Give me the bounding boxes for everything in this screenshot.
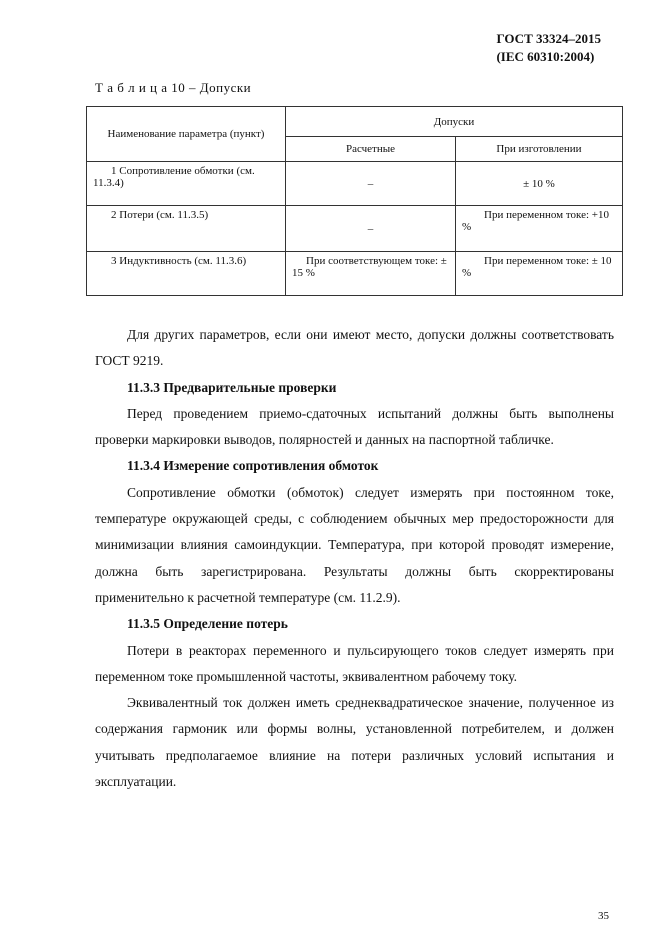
cell-calc: – [286, 162, 456, 206]
cell-param: 2 Потери (см. 11.3.5) [87, 206, 286, 252]
cell-calc: При соответствующем токе: ± 15 % [286, 252, 456, 296]
standard-iec-ref: (IEC 60310:2004) [496, 49, 595, 64]
paragraph: Для других параметров, если они имеют место, допуски должны соответствовать ГОСТ 9219. [95, 327, 614, 369]
table-row [87, 206, 623, 252]
header-mfg: При изготовлении [456, 137, 623, 162]
standard-number: ГОСТ 33324–2015 [496, 31, 601, 46]
paragraph: Перед проведением приемо-сдаточных испытаний должны быть выполнены проверки маркировки выводов, полярностей и данных на паспортной табличке. [95, 405, 614, 448]
cell-param: 3 Индуктивность (см. 11.3.6) [87, 252, 286, 296]
section-heading: 11.3.5 Определение потерь [127, 616, 288, 632]
body-text [95, 322, 614, 795]
paragraph: Эквивалентный ток должен иметь среднеквадратическое значение, полученное из содержания гармоник или формы волны, установленной потребителем, и должен учитывать предполагаемое влияние на потери различных условий испытания и эксплуатации. [95, 695, 614, 790]
header-tolerances: Допуски [286, 107, 623, 137]
header-calc: Расчетные [286, 137, 456, 162]
cell-calc: – [286, 206, 456, 252]
section-heading: 11.3.4 Измерение сопротивления обмоток [127, 458, 379, 474]
section-heading: 11.3.3 Предварительные проверки [127, 379, 337, 395]
tolerances-table [86, 106, 623, 296]
table-row [87, 162, 623, 206]
cell-param: 1 Сопротивление обмотки (см. 11.3.4) [87, 162, 286, 206]
cell-mfg: При переменном токе: +10 % [456, 206, 623, 252]
page-number: 35 [598, 910, 609, 922]
cell-mfg: ± 10 % [456, 162, 623, 206]
paragraph: Потери в реакторах переменного и пульсирующего токов следует измерять при переменном токе промышленной частоты, эквивалентном рабочему току. [95, 642, 614, 684]
paragraph: Сопротивление обмотки (обмоток) следует измерять при постоянном токе, температуре окружающей среды, с соблюдением обычных мер предосторожности для минимизации влияния самоиндукции. Температура, при которой проводят измерение, должна быть зарегистрирована. Результаты должны быть скорректированы применительно к расчетной температуре (см. 11.2.9). [95, 484, 614, 605]
document-header [496, 30, 601, 66]
table-row [87, 252, 623, 296]
header-param: Наименование параметра (пункт) [87, 107, 286, 162]
cell-mfg: При переменном токе: ± 10 % [456, 252, 623, 296]
table-caption: Т а б л и ц а 10 – Допуски [95, 80, 252, 95]
